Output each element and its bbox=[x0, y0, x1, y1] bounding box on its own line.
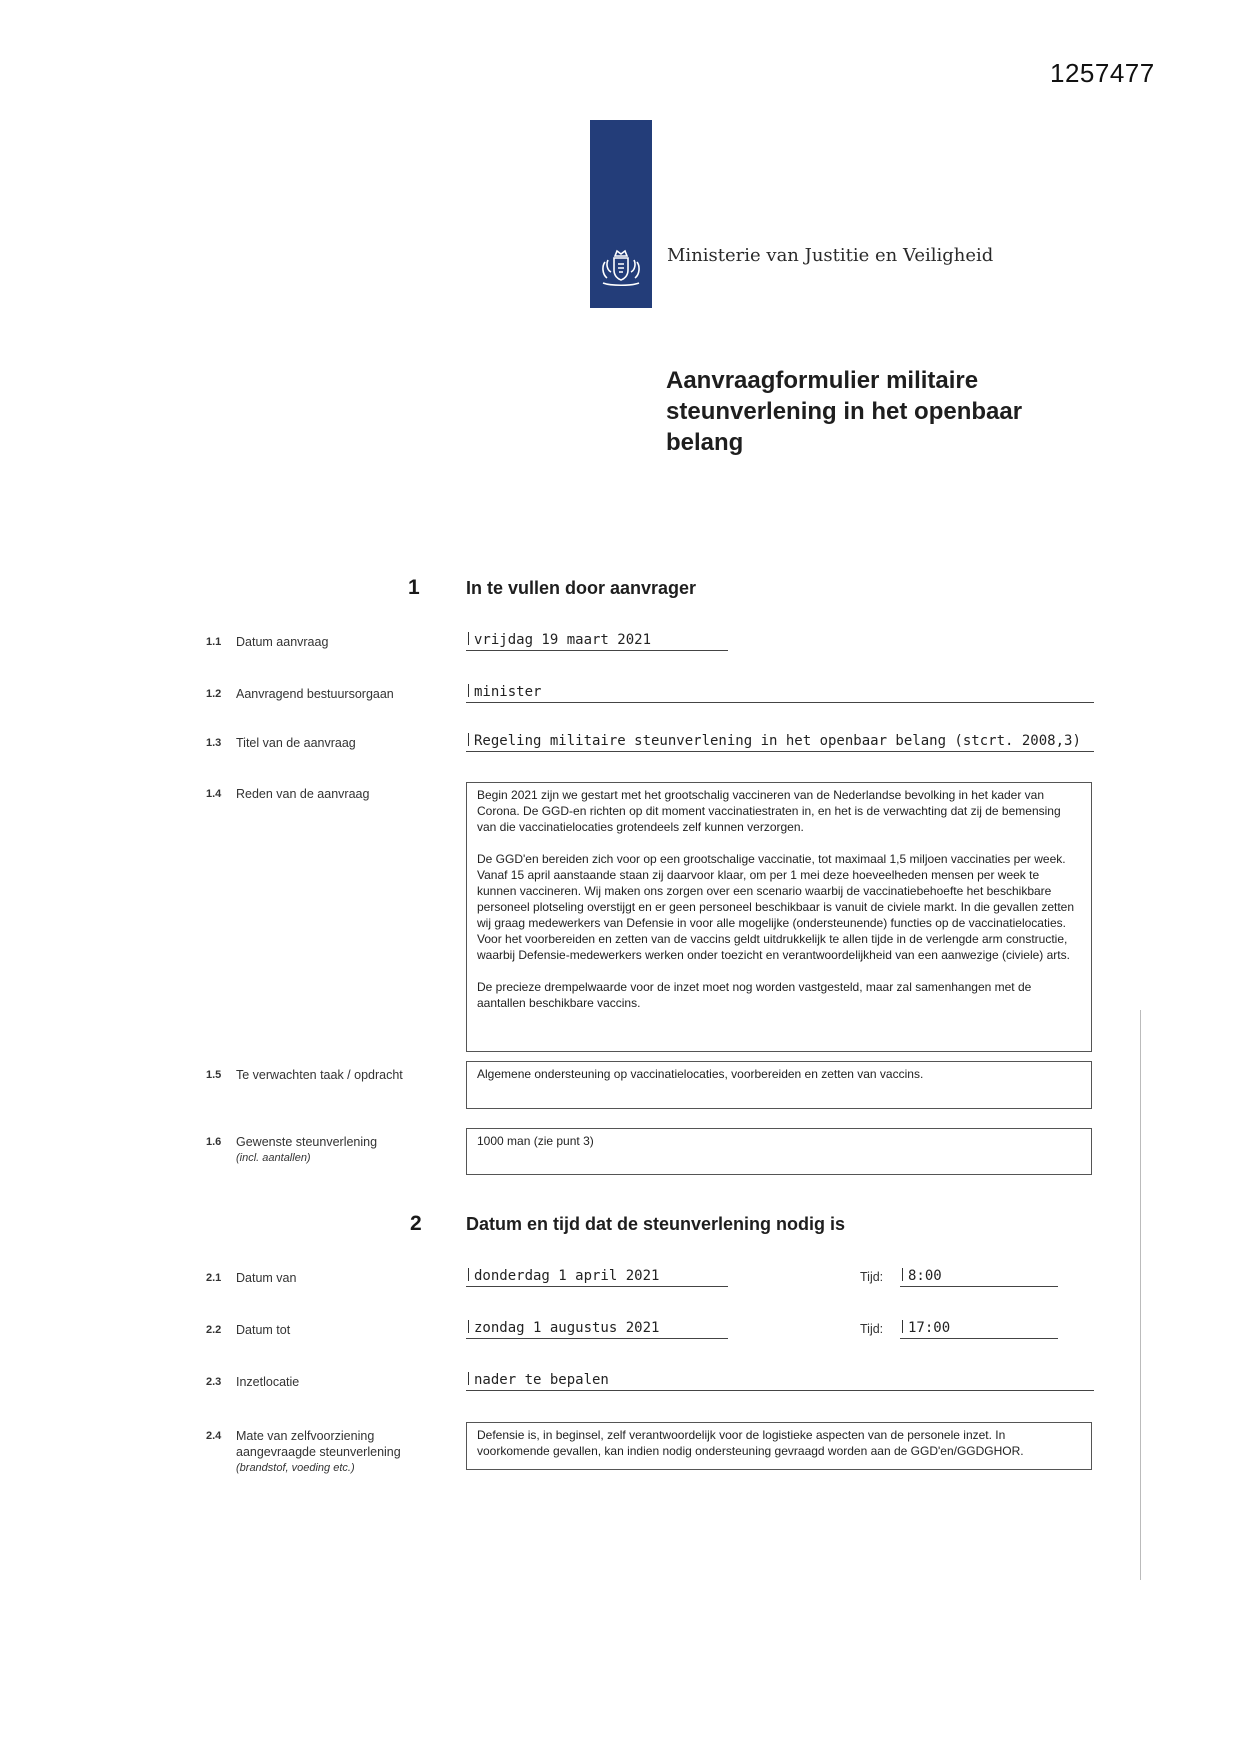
field-number: 1.5 bbox=[206, 1069, 222, 1081]
field-number: 2.2 bbox=[206, 1324, 222, 1336]
tijd-tot-field[interactable]: 17:00 bbox=[900, 1318, 1058, 1339]
bestuursorgaan-field[interactable]: minister bbox=[466, 682, 1094, 703]
reden-aanvraag-box[interactable] bbox=[466, 782, 1092, 1052]
field-number: 1.3 bbox=[206, 737, 222, 749]
field-number: 1.2 bbox=[206, 688, 222, 700]
field-label-zelfvoorziening bbox=[236, 1428, 401, 1476]
field-label-inzetlocatie: Inzetlocatie bbox=[236, 1375, 300, 1389]
inzetlocatie-field[interactable]: nader te bepalen bbox=[466, 1370, 1094, 1391]
field-number: 1.6 bbox=[206, 1136, 222, 1148]
form-title: Aanvraagformulier militaire steunverlening in het openbaar belang bbox=[666, 367, 1023, 456]
field-number: 1.1 bbox=[206, 636, 222, 648]
reden-paragraph: Begin 2021 zijn we gestart met het grootschalig vaccineren van de Nederlandse bevolking in het kader van Corona. De GGD-en richten op dit moment vaccinatiestraten in, en het is de verwachting dat zij de bemensing van die vaccinatielocaties grotendeels zelf kunnen verzorgen. bbox=[477, 788, 1061, 834]
tijd-label: Tijd: bbox=[860, 1270, 884, 1284]
field-label-datum-aanvraag: Datum aanvraag bbox=[236, 635, 329, 649]
section-1-title: In te vullen door aanvrager bbox=[466, 578, 697, 598]
field-label-titel: Titel van de aanvraag bbox=[236, 736, 356, 750]
field-number: 2.3 bbox=[206, 1376, 222, 1388]
coat-of-arms-icon bbox=[597, 248, 645, 290]
taak-opdracht-box[interactable]: Algemene ondersteuning op vaccinatielocaties, voorbereiden en zetten van vaccins. bbox=[466, 1061, 1092, 1109]
field-number: 2.1 bbox=[206, 1272, 222, 1284]
datum-van-field[interactable]: donderdag 1 april 2021 bbox=[466, 1266, 728, 1287]
datum-aanvraag-field[interactable]: vrijdag 19 maart 2021 bbox=[466, 630, 728, 651]
document-number: 1257477 bbox=[1050, 58, 1155, 88]
tijd-label: Tijd: bbox=[860, 1322, 884, 1336]
field-label-reden: Reden van de aanvraag bbox=[236, 787, 370, 801]
field-label-datum-van: Datum van bbox=[236, 1271, 297, 1285]
zelfvoorziening-box[interactable]: Defensie is, in beginsel, zelf verantwoordelijk voor de logistieke aspecten van de personele inzet. In voorkomende gevallen, kan indien nodig ondersteuning gevraagd worden aan de GGD'en/GGDGHOR. bbox=[466, 1422, 1092, 1470]
section-1-number: 1 bbox=[408, 576, 420, 599]
label-text: aangevraagde steunverlening bbox=[236, 1445, 401, 1459]
field-number: 1.4 bbox=[206, 788, 222, 800]
field-label-datum-tot: Datum tot bbox=[236, 1323, 291, 1337]
government-logo-bar bbox=[590, 120, 652, 308]
label-text: Gewenste steunverlening bbox=[236, 1135, 378, 1149]
label-note: (brandstof, voeding etc.) bbox=[236, 1462, 355, 1474]
field-label-bestuursorgaan: Aanvragend bestuursorgaan bbox=[236, 687, 394, 701]
page-edge-rule bbox=[1140, 1010, 1141, 1580]
gewenste-steunverlening-box[interactable]: 1000 man (zie punt 3) bbox=[466, 1128, 1092, 1175]
section-2-number: 2 bbox=[410, 1212, 422, 1235]
label-text: Mate van zelfvoorziening bbox=[236, 1429, 375, 1443]
field-label-taak: Te verwachten taak / opdracht bbox=[236, 1068, 403, 1082]
ministry-name: Ministerie van Justitie en Veiligheid bbox=[667, 245, 994, 266]
reden-paragraph: De GGD'en bereiden zich voor op een grootschalige vaccinatie, tot maximaal 1,5 miljoen vaccinaties per week. Vanaf 15 april aanstaande staan zij daarvoor klaar, om per 1 mei deze hoeveelheden mensen per week te kunnen vaccineren. Wij maken ons zorgen over een scenario waarbij de vaccinatiebehoefte het beschikbare personeel plotseling overstijgt en er geen personeel beschikbaar is vanuit de civiele markt. In die gevallen zetten wij graag medewerkers van Defensie in voor alle mogelijke (ondersteunende) functies op de vaccinatielocaties. Voor het voorbereiden en zetten van de vaccins geldt uitdrukkelijk te allen tijde in de verlengde arm constructie, waarbij Defensie-medewerkers werken onder toezicht en verantwoordelijkheid van een aanwezige (civiele) arts. bbox=[477, 852, 1075, 962]
tijd-van-field[interactable]: 8:00 bbox=[900, 1266, 1058, 1287]
datum-tot-field[interactable]: zondag 1 augustus 2021 bbox=[466, 1318, 728, 1339]
field-number: 2.4 bbox=[206, 1430, 222, 1442]
reden-paragraph: De precieze drempelwaarde voor de inzet moet nog worden vastgesteld, maar zal samenhangen met de aantallen beschikbare vaccins. bbox=[477, 980, 1032, 1010]
titel-aanvraag-field[interactable]: Regeling militaire steunverlening in het openbaar belang (stcrt. 2008,3) bbox=[466, 731, 1094, 752]
section-2-title: Datum en tijd dat de steunverlening nodig is bbox=[466, 1214, 846, 1234]
field-label-steunverlening bbox=[236, 1134, 377, 1166]
label-note: (incl. aantallen) bbox=[236, 1152, 311, 1164]
